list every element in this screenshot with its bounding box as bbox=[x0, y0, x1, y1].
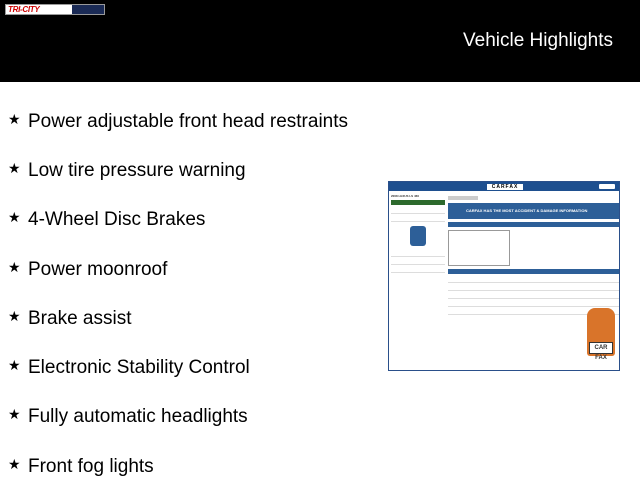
fox-sign: CAR FAX bbox=[589, 342, 613, 354]
feature-label: Electronic Stability Control bbox=[28, 357, 250, 379]
page-title: Vehicle Highlights bbox=[463, 30, 613, 51]
dealer-info-row bbox=[391, 250, 445, 257]
value-report-header bbox=[448, 222, 619, 227]
carfax-banner bbox=[448, 203, 619, 219]
feature-item bbox=[8, 97, 348, 146]
star-icon: ★ bbox=[8, 407, 21, 424]
dealer-info-row bbox=[391, 258, 445, 265]
feature-label: Low tire pressure warning bbox=[28, 159, 246, 181]
tab-pill bbox=[448, 196, 478, 200]
dealer-logo[interactable] bbox=[5, 4, 105, 15]
feature-label: Fully automatic headlights bbox=[28, 406, 248, 428]
star-icon: ★ bbox=[8, 358, 21, 375]
value-box bbox=[448, 230, 510, 266]
history-report-header bbox=[448, 269, 619, 274]
star-icon: ★ bbox=[8, 111, 21, 128]
carfax-top-bar bbox=[389, 182, 619, 191]
feature-label: 4-Wheel Disc Brakes bbox=[28, 209, 206, 231]
feature-item bbox=[8, 294, 348, 343]
star-icon: ★ bbox=[8, 259, 21, 276]
feature-item bbox=[8, 196, 348, 245]
banner-text: CARFAX HAS THE MOST ACCIDENT & DAMAGE INFORMATION bbox=[466, 208, 588, 213]
sidebar-item bbox=[391, 207, 445, 214]
feature-label: Front fog lights bbox=[28, 455, 154, 477]
feature-item bbox=[8, 245, 348, 294]
carfax-logo: CARFAX bbox=[487, 184, 523, 190]
carfax-badge-icon bbox=[410, 226, 426, 246]
feature-label: Power adjustable front head restraints bbox=[28, 110, 349, 132]
history-row bbox=[448, 276, 619, 283]
feature-list bbox=[8, 97, 348, 491]
logo-text: TRI-CITY bbox=[8, 5, 40, 14]
feature-item bbox=[8, 442, 348, 491]
star-icon: ★ bbox=[8, 160, 21, 177]
feature-label: Power moonroof bbox=[28, 258, 168, 280]
star-icon: ★ bbox=[8, 210, 21, 227]
history-row bbox=[448, 300, 619, 307]
feature-item bbox=[8, 393, 348, 442]
logo-contact-box bbox=[72, 5, 104, 14]
history-row bbox=[448, 284, 619, 291]
sidebar-item-active bbox=[391, 200, 445, 205]
carfax-report-thumbnail[interactable] bbox=[388, 181, 620, 371]
star-icon: ★ bbox=[8, 456, 21, 473]
sidebar-item bbox=[391, 215, 445, 222]
carfax-sidebar bbox=[391, 194, 445, 274]
history-row bbox=[448, 292, 619, 299]
feature-item bbox=[8, 146, 348, 195]
feature-label: Brake assist bbox=[28, 307, 132, 329]
feature-item bbox=[8, 343, 348, 392]
vehicle-name: 2008 LEXUS LS 460 bbox=[391, 194, 420, 198]
dealer-info-row bbox=[391, 266, 445, 273]
print-button bbox=[599, 184, 615, 189]
star-icon: ★ bbox=[8, 308, 21, 325]
header-bar bbox=[0, 0, 640, 82]
carfax-main bbox=[448, 194, 619, 316]
